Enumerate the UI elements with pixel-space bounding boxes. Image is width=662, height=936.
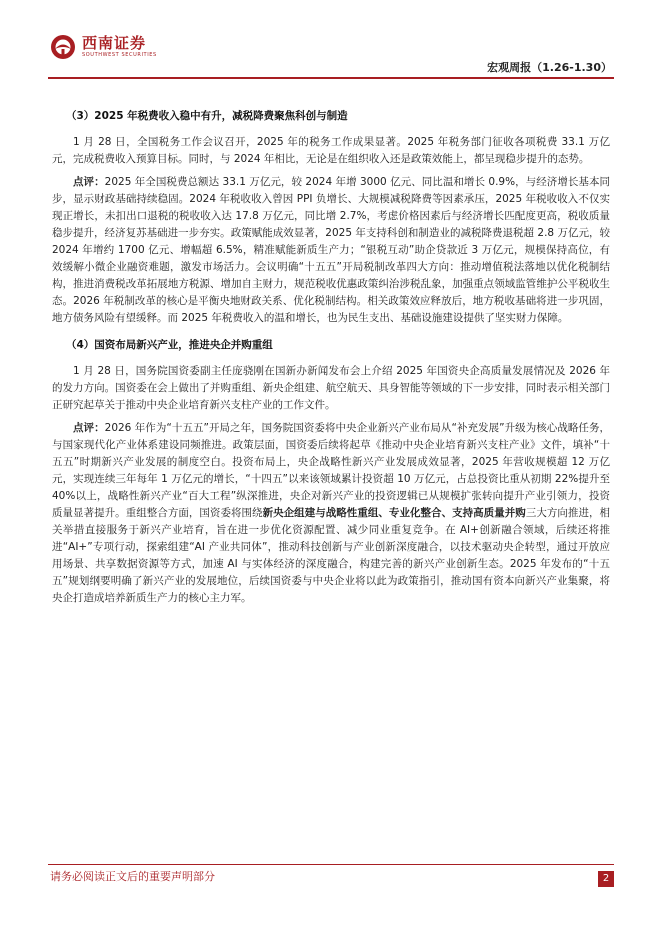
paragraph	[52, 363, 610, 414]
emphasis-text: 新央企组建与战略性重组、专业化整合、支持高质量并购	[262, 507, 526, 519]
paragraph-text: 1 月 28 日，国务院国资委副主任庞骁刚在国新办新闻发布会上介绍 2025 年国资央企高质量发展情况及 2026 年的发力方向。国资委在会上做出了并购重组、新央企组建、航空航天、具身智能等领域的下一步安排，同时表示相关部门正研究起草关于推动中央企业培育新兴支柱产业的工作文件。	[52, 365, 610, 411]
commentary-paragraph	[52, 174, 610, 327]
section-heading: （4）国资布局新兴产业，推进央企并购重组	[66, 339, 273, 351]
brand-name: 西南证券	[82, 34, 147, 52]
paragraph-text: 2026 年作为“十五五”开局之年，国务院国资委将中央企业新兴产业布局从“补充发展”升级为核心战略任务，与国家现代化产业体系建设同频推进。政策层面，国资委后续将起草《推动中央企业培育新兴支柱产业》文件，填补“十五五”时期新兴产业发展的制度空白。投资布局上，央企战略性新兴产业发展成效显著，2025 年营收规模超 12 万亿元，实现连续三年每年 1 万亿元的增长，“十四五”以来该领域累计投资超 10 万亿元，占总投资比重从初期 22%提升至 40%以上，战略性新兴产业“百大工程”纵深推进，央企对新兴产业的投资逻辑已从规模扩张转向提升产业引领力，投资质量显著提升。重组整合方面，国资委将围绕	[52, 422, 610, 519]
disclaimer-note: 请务必阅读正文后的重要声明部分	[50, 870, 215, 883]
commentary-lead: 点评：	[73, 422, 105, 434]
brand-subtitle: SOUTHWEST SECURITIES	[82, 52, 157, 58]
paragraph	[52, 134, 610, 168]
page-header	[0, 0, 662, 84]
report-title: 宏观周报（1.26-1.30）	[487, 61, 612, 74]
page-number: 2	[598, 871, 614, 887]
report-body	[52, 108, 610, 613]
header-divider	[48, 77, 614, 79]
paragraph-text: 1 月 28 日，全国税务工作会议召开，2025 年的税务工作成果显著。2025 年税务部门征收各项税费 33.1 万亿元，完成税费收入预算目标。同时，与 2024 年相比，无论是在组织收入还是政策效能上，都呈现稳步提升的态势。	[52, 136, 610, 165]
paragraph-text: 2025 年全国税费总额达 33.1 万亿元，较 2024 年增 3000 亿元、同比温和增长 0.9%，与经济增长基本同步，显示财政基础持续稳固。2024 年税收收入曾因 PPI 负增长、大规模减税降费等因素承压，2025 年税收收入不仅实现正增长，未扣出口退税的税收收入达 17.8 万亿元，同比增 2.7%，考虑价格因素后与经济增长匹配度更高，税收质量稳步提升，经济复苏基础进一步夯实。政策赋能成效显著，2025 年支持科创和制造业的减税降费退税超 2.8 万亿元，较 2024 年增约 1700 亿元、增幅超 6.5%，精准赋能新质生产力；“银税互动”助企贷款近 3 万亿元，规模保持高位，有效缓解小微企业融资难题，激发市场活力。会议明确“十五五”开局税制改革四大方向：推动增值税法落地以优化税制结构，推进消费税改革拓展地方税源、增加自主财力，规范税收优惠政策纠治涉税乱象，加强重点领域监管维护公平税收生态。2026 年税制改革的核心是平衡央地财政关系、优化税制结构。相关政策效应释放后，地方税收基础将进一步巩固，地方债务风险有望缓释。而 2025 年税费收入的温和增长，也为民生支出、基础设施建设提供了坚实财力保障。	[52, 176, 611, 324]
commentary-lead: 点评：	[73, 176, 105, 188]
brand-logo-icon	[50, 34, 76, 60]
section-heading: （3）2025 年税费收入稳中有升，减税降费聚焦科创与制造	[66, 110, 348, 122]
paragraph-text: 三大方向推进，相关举措直接服务于新兴产业培育，旨在进一步优化资源配置、减少同业重复竞争。在 AI+创新融合领域，后续还将推进“AI+”专项行动，探索组建“AI 产业共同体”，推动科技创新与产业创新深度融合，以技术驱动央企转型，通过开放应用场景、共享数据资源等方式，加速 AI 与实体经济的深度融合，构建完善的新兴产业创新生态。2025 年发布的“十五五”规划纲要明确了新兴产业的发展地位，后续国资委与中央企业将以此为政策指引，推动国有资本向新兴产业集聚，将央企打造成培养新质生产力的核心主力军。	[52, 507, 611, 604]
brand-logo	[50, 34, 157, 60]
footer-divider	[48, 864, 614, 865]
commentary-paragraph	[52, 420, 610, 607]
